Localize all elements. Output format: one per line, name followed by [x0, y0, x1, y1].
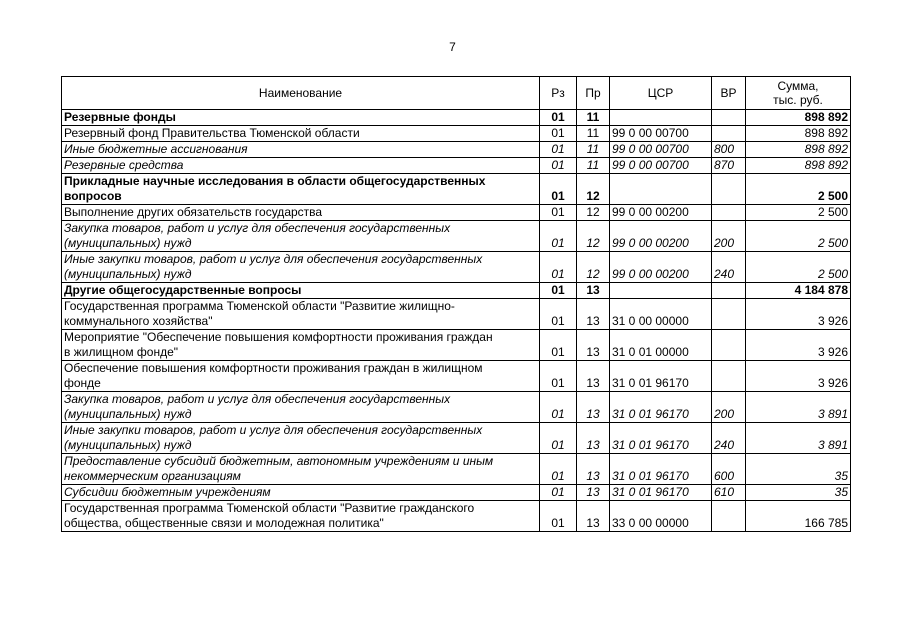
- row-name-line: Выполнение других обязательств государства: [64, 205, 323, 219]
- row-name-line: Государственная программа Тюменской области "Развитие жилищно-: [64, 299, 455, 313]
- row-csr: 99 0 00 00200: [610, 205, 712, 221]
- row-vr: [712, 283, 746, 299]
- row-pr: 11: [577, 158, 610, 174]
- row-name-line: Государственная программа Тюменской области "Развитие гражданского: [64, 501, 475, 515]
- row-name: [62, 423, 540, 454]
- header-sum-line1: Сумма,: [777, 79, 819, 93]
- row-rz: 01: [540, 110, 577, 126]
- row-sum: 2 500: [746, 205, 851, 221]
- row-vr: [712, 110, 746, 126]
- table-row: [62, 330, 851, 361]
- row-sum: 35: [746, 454, 851, 485]
- row-vr: 200: [712, 221, 746, 252]
- header-rz: Рз: [540, 77, 577, 110]
- row-name-line: общества, общественные связи и молодежная политика": [64, 516, 384, 530]
- row-name: [62, 205, 540, 221]
- header-pr: Пр: [577, 77, 610, 110]
- row-name-line: Обеспечение повышения комфортности проживания граждан в жилищном: [64, 361, 483, 375]
- row-vr: [712, 361, 746, 392]
- row-rz: 01: [540, 221, 577, 252]
- row-pr: 13: [577, 299, 610, 330]
- table-row: [62, 423, 851, 454]
- row-name-line: (муниципальных) нужд: [64, 267, 192, 281]
- row-pr: 13: [577, 485, 610, 501]
- row-name: [62, 454, 540, 485]
- row-csr: 31 0 01 96170: [610, 392, 712, 423]
- row-sum: 3 926: [746, 299, 851, 330]
- row-name: [62, 142, 540, 158]
- row-sum: 3 891: [746, 423, 851, 454]
- row-vr: 610: [712, 485, 746, 501]
- row-csr: 31 0 01 96170: [610, 485, 712, 501]
- header-name: Наименование: [62, 77, 540, 110]
- row-rz: 01: [540, 126, 577, 142]
- row-name: [62, 158, 540, 174]
- table-row: [62, 110, 851, 126]
- row-name-line: Иные бюджетные ассигнования: [64, 142, 248, 156]
- row-sum: 2 500: [746, 252, 851, 283]
- row-pr: 12: [577, 174, 610, 205]
- row-vr: 240: [712, 252, 746, 283]
- row-name: [62, 501, 540, 532]
- row-rz: 01: [540, 299, 577, 330]
- table-row: [62, 485, 851, 501]
- header-sum: [746, 77, 851, 110]
- row-name-line: Прикладные научные исследования в области общегосударственных: [64, 174, 486, 188]
- row-vr: [712, 299, 746, 330]
- row-csr: 31 0 01 00000: [610, 330, 712, 361]
- row-vr: [712, 205, 746, 221]
- row-vr: 600: [712, 454, 746, 485]
- row-csr: 99 0 00 00700: [610, 126, 712, 142]
- row-name-line: (муниципальных) нужд: [64, 438, 192, 452]
- row-rz: 01: [540, 142, 577, 158]
- table-row: [62, 299, 851, 330]
- row-name-line: некоммерческим организациям: [64, 469, 241, 483]
- row-vr: 800: [712, 142, 746, 158]
- row-rz: 01: [540, 392, 577, 423]
- row-pr: 11: [577, 142, 610, 158]
- row-pr: 12: [577, 205, 610, 221]
- table-row: [62, 361, 851, 392]
- row-rz: 01: [540, 158, 577, 174]
- row-name-line: Предоставление субсидий бюджетным, автономным учреждениям и иным: [64, 454, 494, 468]
- row-name-line: Субсидии бюджетным учреждениям: [64, 485, 271, 499]
- row-vr: 240: [712, 423, 746, 454]
- row-pr: 11: [577, 126, 610, 142]
- row-name-line: Резервные средства: [64, 158, 184, 172]
- row-sum: 898 892: [746, 142, 851, 158]
- row-csr: 31 0 01 96170: [610, 423, 712, 454]
- row-pr: 13: [577, 501, 610, 532]
- row-name-line: Другие общегосударственные вопросы: [64, 283, 302, 297]
- row-csr: 31 0 01 96170: [610, 454, 712, 485]
- page-number: 7: [449, 40, 456, 54]
- row-vr: [712, 126, 746, 142]
- header-vr: ВР: [712, 77, 746, 110]
- row-name-line: в жилищном фонде": [64, 345, 179, 359]
- row-rz: 01: [540, 423, 577, 454]
- row-csr: 99 0 00 00200: [610, 252, 712, 283]
- table-row: [62, 174, 851, 205]
- row-pr: 12: [577, 252, 610, 283]
- row-rz: 01: [540, 330, 577, 361]
- table-row: [62, 142, 851, 158]
- row-vr: [712, 174, 746, 205]
- row-csr: 33 0 00 00000: [610, 501, 712, 532]
- row-rz: 01: [540, 501, 577, 532]
- row-csr: [610, 283, 712, 299]
- row-name: [62, 361, 540, 392]
- row-pr: 12: [577, 221, 610, 252]
- row-sum: 166 785: [746, 501, 851, 532]
- row-sum: 898 892: [746, 126, 851, 142]
- row-pr: 13: [577, 454, 610, 485]
- row-rz: 01: [540, 174, 577, 205]
- row-name: [62, 283, 540, 299]
- row-rz: 01: [540, 283, 577, 299]
- row-vr: [712, 330, 746, 361]
- table-row: [62, 126, 851, 142]
- budget-table: [61, 76, 851, 532]
- row-sum: 2 500: [746, 221, 851, 252]
- row-name-line: вопросов: [64, 189, 122, 203]
- row-name-line: (муниципальных) нужд: [64, 236, 192, 250]
- row-name-line: Иные закупки товаров, работ и услуг для обеспечения государственных: [64, 252, 483, 266]
- row-name-line: Иные закупки товаров, работ и услуг для обеспечения государственных: [64, 423, 483, 437]
- row-csr: [610, 174, 712, 205]
- row-sum: 3 926: [746, 361, 851, 392]
- row-sum: 898 892: [746, 110, 851, 126]
- row-sum: 3 891: [746, 392, 851, 423]
- row-name: [62, 485, 540, 501]
- row-name-line: (муниципальных) нужд: [64, 407, 192, 421]
- row-name: [62, 392, 540, 423]
- row-vr: [712, 501, 746, 532]
- table-row: [62, 158, 851, 174]
- row-name: [62, 126, 540, 142]
- row-csr: 31 0 01 96170: [610, 361, 712, 392]
- row-vr: 200: [712, 392, 746, 423]
- table-row: [62, 283, 851, 299]
- row-rz: 01: [540, 205, 577, 221]
- row-pr: 11: [577, 110, 610, 126]
- row-name: [62, 330, 540, 361]
- table-row: [62, 392, 851, 423]
- row-name: [62, 110, 540, 126]
- row-name-line: Мероприятие "Обеспечение повышения комфортности проживания граждан: [64, 330, 493, 344]
- header-sum-line2: тыс. руб.: [773, 93, 823, 107]
- row-name: [62, 221, 540, 252]
- row-name-line: Резервный фонд Правительства Тюменской области: [64, 126, 360, 140]
- row-name: [62, 174, 540, 205]
- table-row: [62, 205, 851, 221]
- row-name-line: Резервные фонды: [64, 110, 176, 124]
- row-sum: 4 184 878: [746, 283, 851, 299]
- table-row: [62, 454, 851, 485]
- row-csr: 99 0 00 00700: [610, 142, 712, 158]
- table-row: [62, 221, 851, 252]
- row-rz: 01: [540, 485, 577, 501]
- row-sum: 35: [746, 485, 851, 501]
- table-header-row: [62, 77, 851, 110]
- row-name: [62, 299, 540, 330]
- row-vr: 870: [712, 158, 746, 174]
- row-sum: 898 892: [746, 158, 851, 174]
- row-rz: 01: [540, 454, 577, 485]
- table-row: [62, 501, 851, 532]
- row-sum: 2 500: [746, 174, 851, 205]
- row-pr: 13: [577, 283, 610, 299]
- row-csr: [610, 110, 712, 126]
- row-name-line: Закупка товаров, работ и услуг для обеспечения государственных: [64, 221, 451, 235]
- header-csr: ЦСР: [610, 77, 712, 110]
- row-csr: 99 0 00 00700: [610, 158, 712, 174]
- row-rz: 01: [540, 361, 577, 392]
- row-name-line: фонде: [64, 376, 101, 390]
- row-pr: 13: [577, 361, 610, 392]
- row-name: [62, 252, 540, 283]
- row-sum: 3 926: [746, 330, 851, 361]
- row-name-line: Закупка товаров, работ и услуг для обеспечения государственных: [64, 392, 451, 406]
- table-body: [62, 110, 851, 532]
- row-rz: 01: [540, 252, 577, 283]
- row-name-line: коммунального хозяйства": [64, 314, 213, 328]
- row-pr: 13: [577, 423, 610, 454]
- row-csr: 99 0 00 00200: [610, 221, 712, 252]
- row-pr: 13: [577, 392, 610, 423]
- table-row: [62, 252, 851, 283]
- row-csr: 31 0 00 00000: [610, 299, 712, 330]
- row-pr: 13: [577, 330, 610, 361]
